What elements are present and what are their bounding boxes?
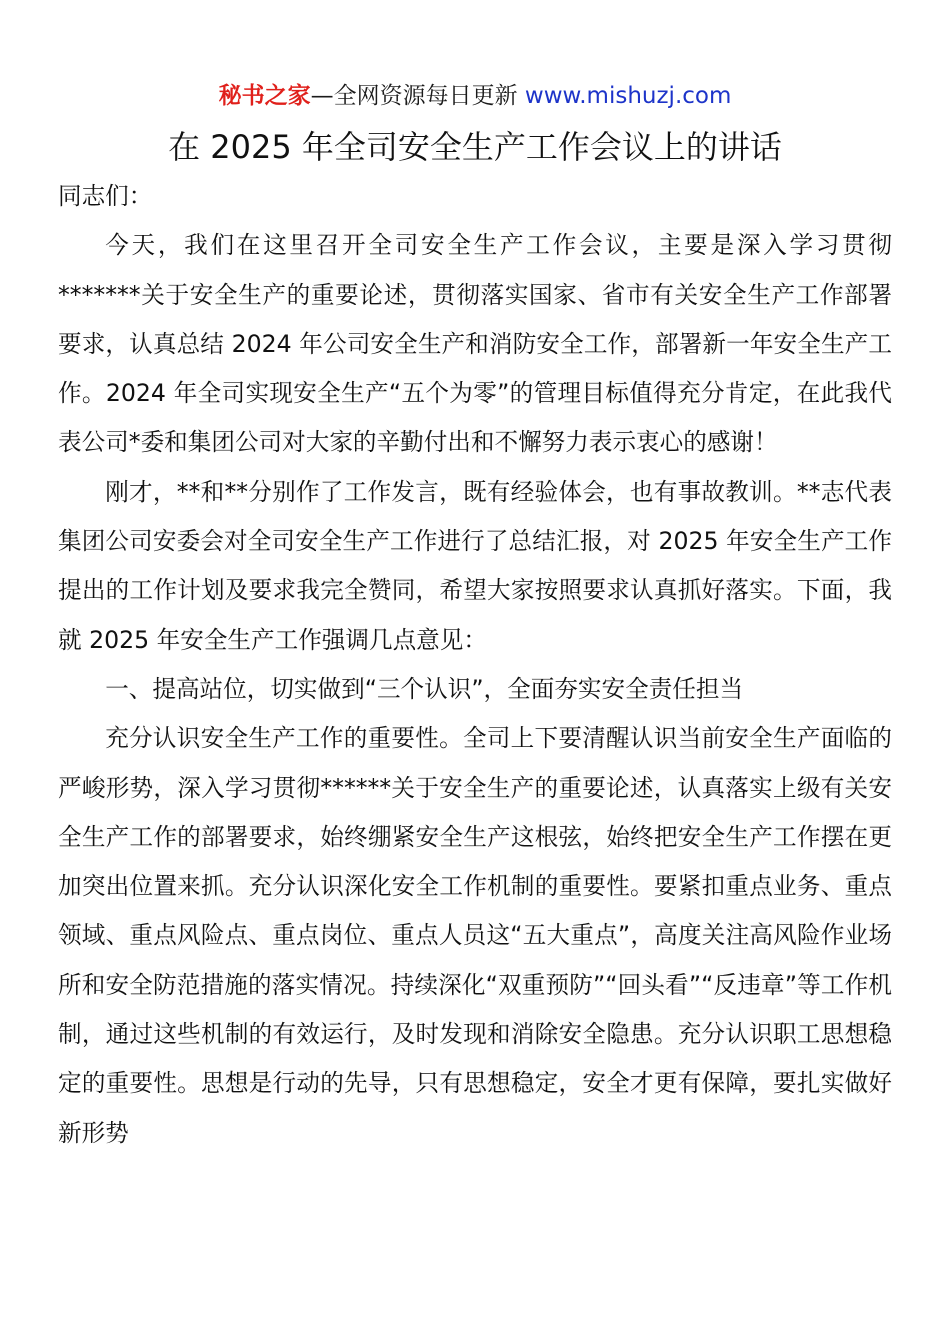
salutation: 同志们： xyxy=(58,182,153,210)
banner-slogan: —全网资源每日更新 xyxy=(310,83,525,109)
paragraph-section-1: 充分认识安全生产工作的重要性。全司上下要清醒认识当前安全生产面临的严峻形势，深入学习贯彻******关于安全生产的重要论述，认真落实上级有关安全生产工作的部署要求，始终绷紧安全生产这根弦，始终把安全生产工作摆在更加突出位置来抓。充分认识深化安全工作机制的重要性。要紧扣重点业务、重点领域、重点风险点、重点岗位、重点人员这“五大重点”，高度关注高风险作业场所和安全防范措施的落实情况。持续深化“双重预防”“回头看”“反违章”等工作机制，通过这些机制的有效运行，及时发现和消除安全隐患。充分认识职工思想稳定的重要性。思想是行动的先导，只有思想稳定，安全才更有保障，要扎实做好新形势 xyxy=(58,724,892,1147)
banner-url-link[interactable]: www.mishuzj.com xyxy=(524,83,732,109)
paragraph-remarks: 刚才，**和**分别作了工作发言，既有经验体会，也有事故教训。**志代表集团公司安委会对全司安全生产工作进行了总结汇报，对 2025 年安全生产工作提出的工作计划及要求我完全赞同，希望大家按照要求认真抓好落实。下面，我就 2025 年安全生产工作强调几点意见： xyxy=(58,477,892,654)
site-banner xyxy=(0,80,950,112)
section-heading-1: 一、提高站位，切实做到“三个认识”，全面夯实安全责任担当 xyxy=(105,674,744,703)
document-title: 在 2025 年全司安全生产工作会议上的讲话 xyxy=(168,128,782,166)
paragraph-opening: 今天，我们在这里召开全司安全生产工作会议，主要是深入学习贯彻*******关于安全生产的重要论述，贯彻落实国家、省市有关安全生产工作部署要求，认真总结 2024 年公司安全生产和消防安全工作，部署新一年安全生产工作。2024 年全司实现安全生产“五个为零”的管理目标值得充分肯定，在此我代表公司*委和集团公司对大家的辛勤付出和不懈努力表示衷心的感谢！ xyxy=(58,231,892,457)
banner-brand: 秘书之家 xyxy=(218,83,311,109)
document-body xyxy=(58,172,892,1158)
